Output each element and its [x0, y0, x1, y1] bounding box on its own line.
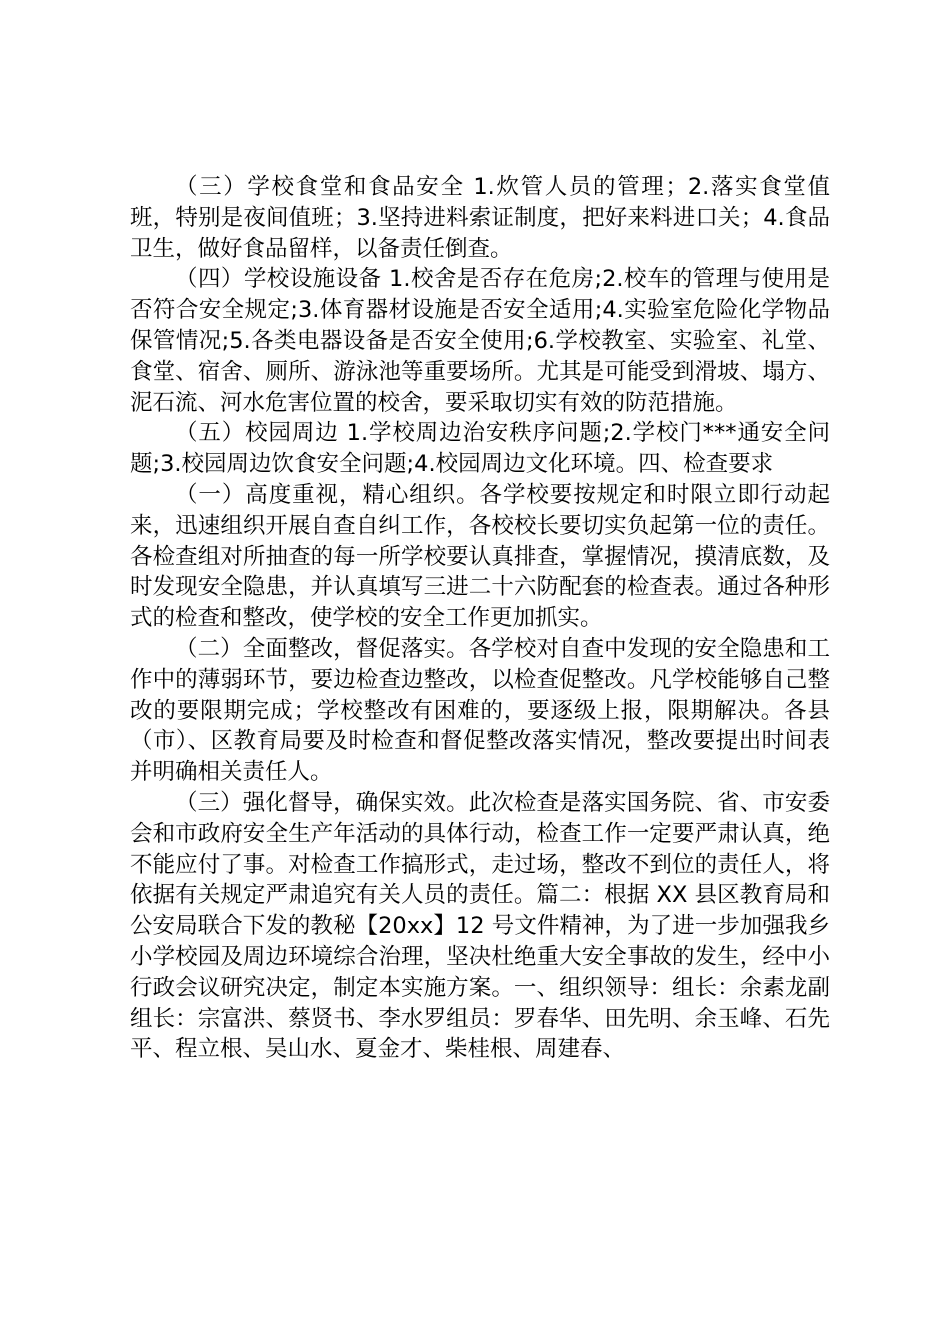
- paragraph-attach-importance: （一）高度重视，精心组织。各学校要按规定和时限立即行动起来，迅速组织开展自查自纠工作，各校校长要切实负起第一位的责任。各检查组对所抽查的每一所学校要认真排查，掌握情况，摸清底数，及时发现安全隐患，并认真填写三进二十六防配套的检查表。通过各种形式的检查和整改，使学校的安全工作更加抓实。: [130, 481, 830, 632]
- paragraph-canteen-food-safety: （三）学校食堂和食品安全 1.炊管人员的管理；2.落实食堂值班，特别是夜间值班；3.坚持进料索证制度，把好来料进口关；4.食品卫生，做好食品留样，以备责任倒查。: [130, 174, 830, 262]
- paragraph-strengthen-supervision: （三）强化督导，确保实效。此次检查是落实国务院、省、市安委会和市政府安全生产年活动的具体行动，检查工作一定要严肃认真，绝不能应付了事。对检查工作搞形式，走过场，整改不到位的责任人，将依据有关规定严肃追究有关人员的责任。篇二：根据 XX 县区教育局和公安局联合下发的教秘【20xx】12 号文件精神，为了进一步加强我乡小学校园及周边环境综合治理，坚决杜绝重大安全事故的发生，经中小行政会议研究决定，制定本实施方案。一、组织领导：组长：余素龙副组长：宗富洪、蔡贤书、李水罗组员：罗春华、田先明、余玉峰、石先平、程立根、吴山水、夏金才、柴桂根、周建春、: [130, 789, 830, 1063]
- paragraph-comprehensive-rectification: （二）全面整改，督促落实。各学校对自查中发现的安全隐患和工作中的薄弱环节，要边检查边整改，以检查促整改。凡学校能够自己整改的要限期完成；学校整改有困难的，要逐级上报，限期解决。各县（市）、区教育局要及时检查和督促整改落实情况，整改要提出时间表并明确相关责任人。: [130, 635, 830, 786]
- paragraph-school-facilities: （四）学校设施设备 1.校舍是否存在危房;2.校车的管理与使用是否符合安全规定;3.体育器材设施是否安全适用;4.实验室危险化学物品保管情况;5.各类电器设备是否安全使用;6.学校教室、实验室、礼堂、食堂、宿舍、厕所、游泳池等重要场所。尤其是可能受到滑坡、塌方、泥石流、河水危害位置的校舍，要采取切实有效的防范措施。: [130, 266, 830, 416]
- paragraph-campus-surroundings: （五）校园周边 1.学校周边治安秩序问题;2.学校门***通安全问题;3.校园周边饮食安全问题;4.校园周边文化环境。四、检查要求: [130, 420, 830, 478]
- document-body: [130, 172, 830, 1065]
